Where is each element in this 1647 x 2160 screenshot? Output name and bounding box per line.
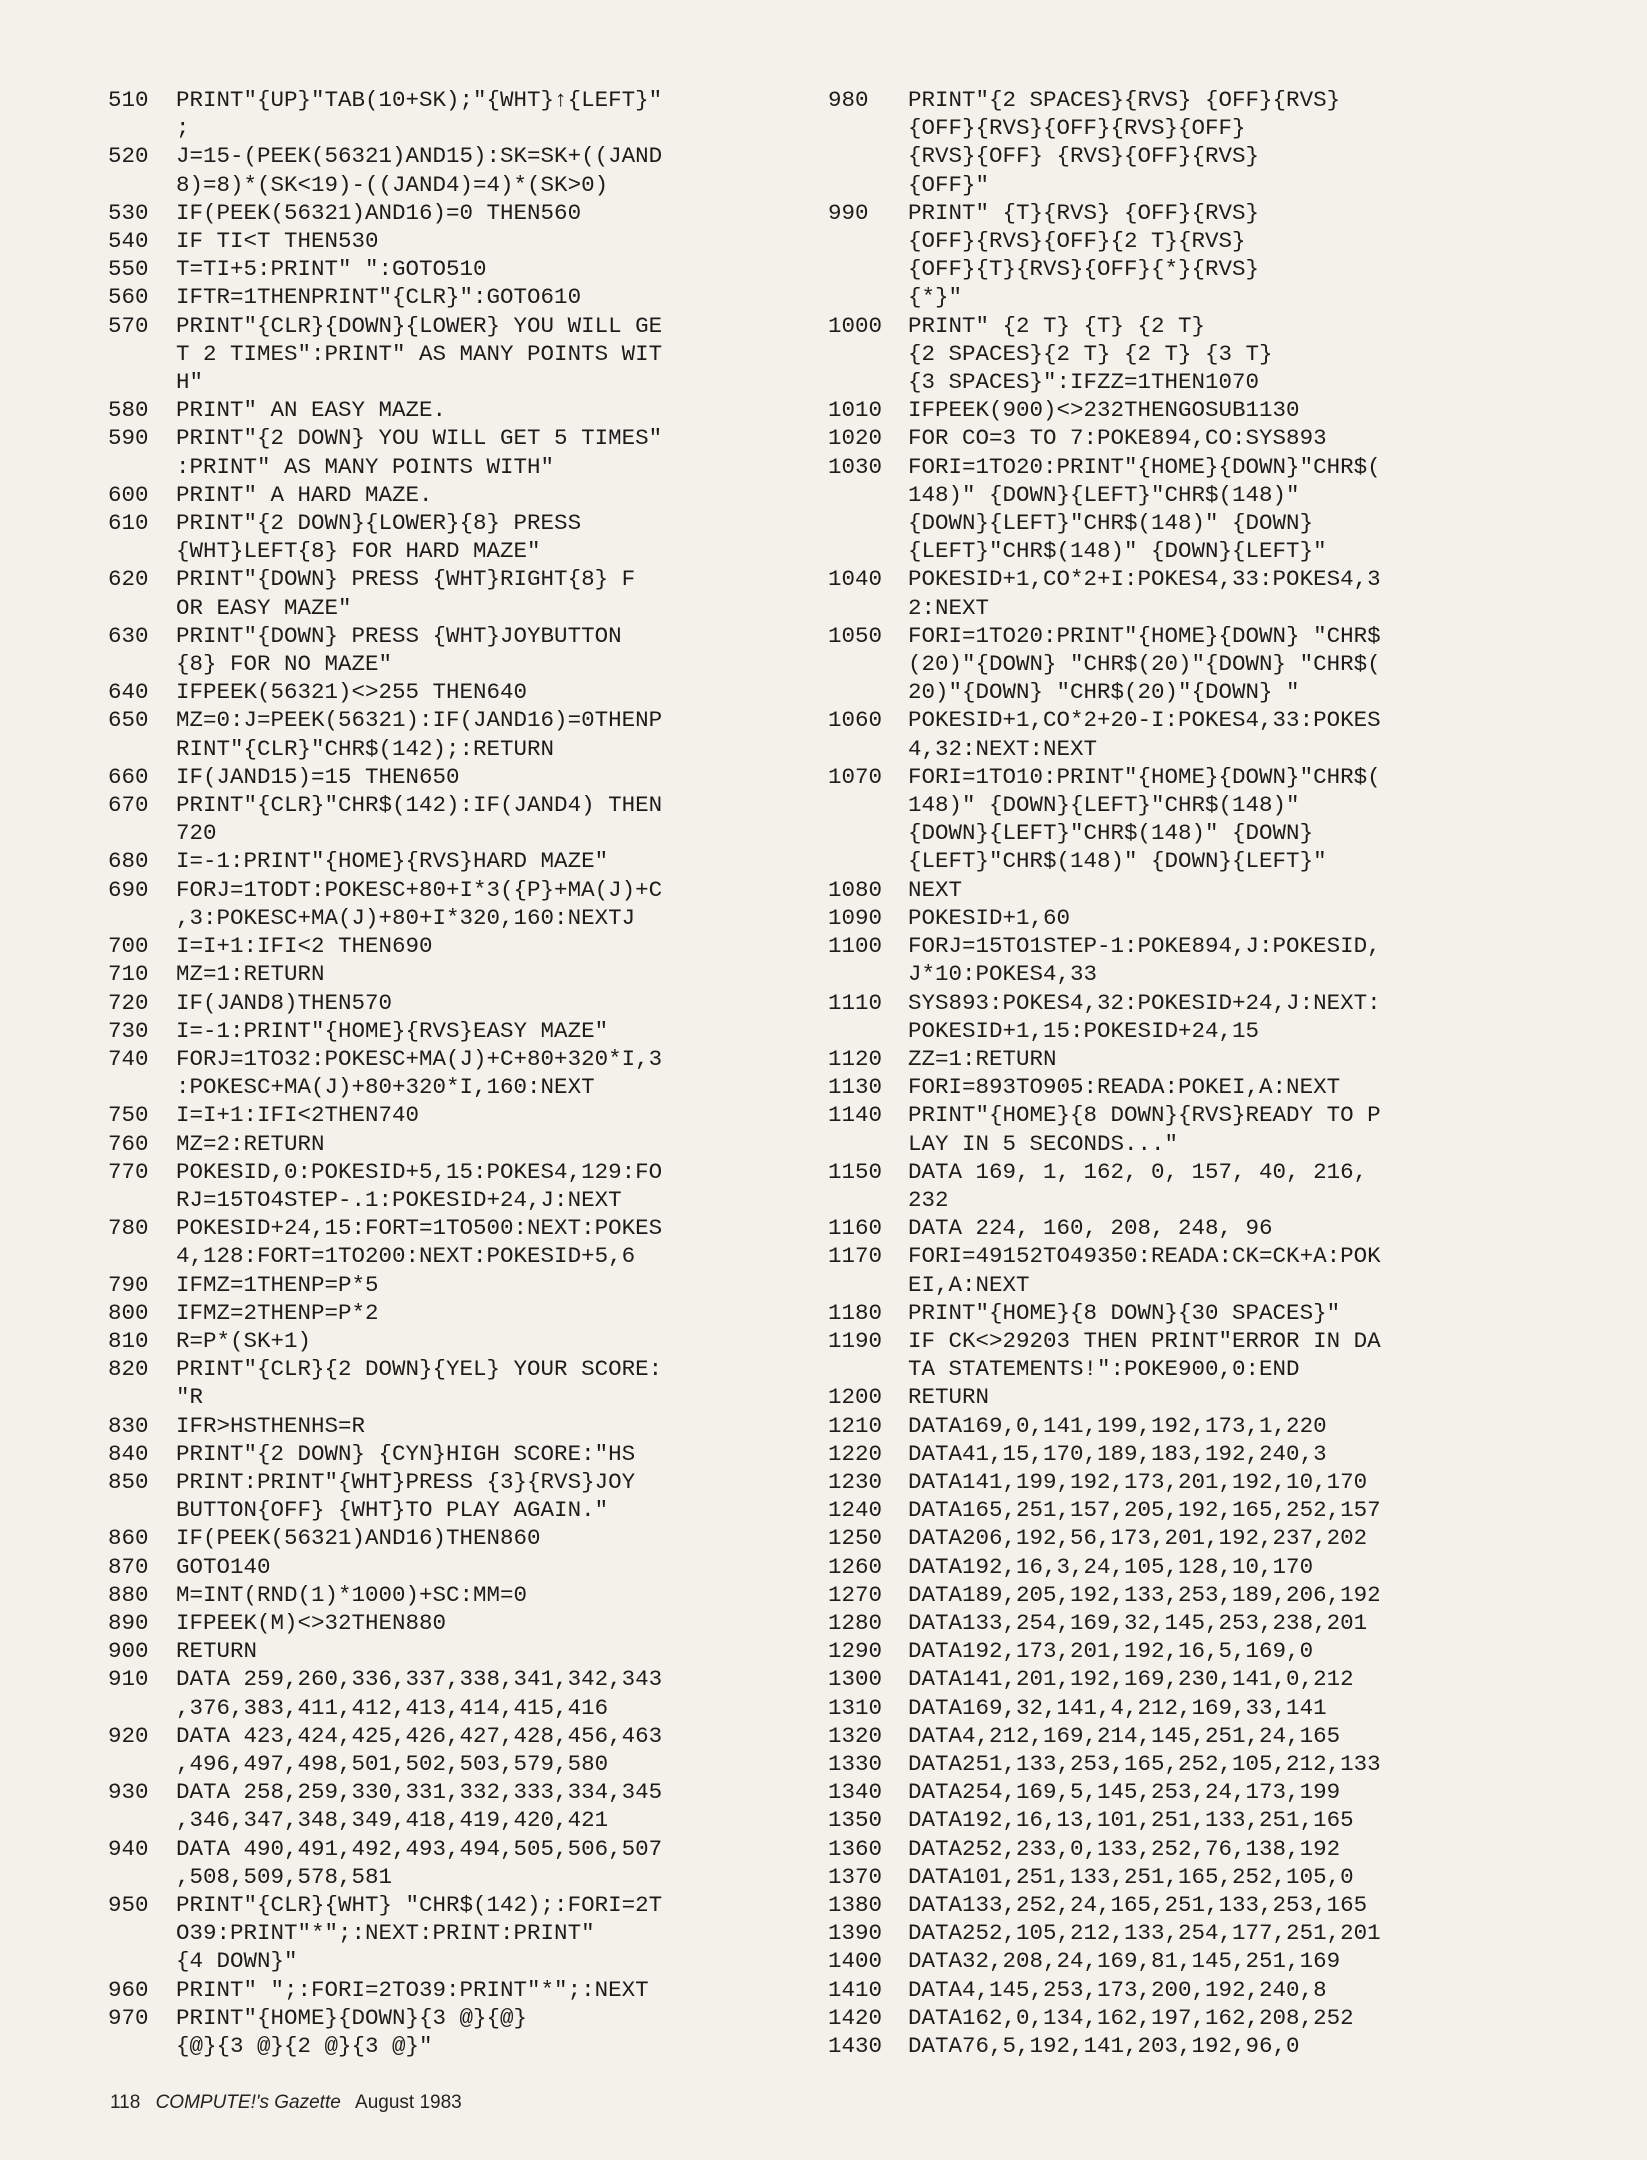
line-number: 1130 bbox=[828, 1074, 883, 1101]
code-line bbox=[108, 424, 798, 480]
line-code: MZ=0:J=PEEK(56321):IF(JAND16)=0THENP RINT"{CLR}"CHR$(142);:RETURN bbox=[176, 707, 663, 762]
line-code: I=I+1:IFI<2 THEN690 bbox=[176, 933, 433, 960]
line-code: PRINT" AN EASY MAZE. bbox=[176, 397, 447, 424]
line-number: 830 bbox=[108, 1412, 149, 1439]
line-number: 860 bbox=[108, 1525, 149, 1552]
line-code: IFMZ=2THENP=P*2 bbox=[176, 1299, 379, 1326]
code-line bbox=[108, 509, 798, 565]
code-line bbox=[108, 1722, 798, 1778]
line-code: DATA 423,424,425,426,427,428,456,463 ,496,497,498,501,502,503,579,580 bbox=[176, 1722, 663, 1777]
code-line bbox=[108, 1158, 798, 1214]
code-line bbox=[108, 396, 798, 424]
code-line bbox=[108, 1130, 798, 1158]
code-line bbox=[828, 1299, 1608, 1327]
code-line bbox=[108, 1271, 798, 1299]
code-line bbox=[108, 791, 798, 847]
line-code: POKESID+24,15:FORT=1TO500:NEXT:POKES 4,128:FORT=1TO200:NEXT:POKESID+5,6 bbox=[176, 1215, 663, 1270]
line-number: 800 bbox=[108, 1299, 149, 1326]
line-code: IFPEEK(56321)<>255 THEN640 bbox=[176, 679, 528, 706]
line-code: PRINT" {T}{RVS} {OFF}{RVS} {OFF}{RVS}{OFF}{2 T}{RVS} {OFF}{T}{RVS}{OFF}{*}{RVS} {*}" bbox=[908, 199, 1260, 311]
line-code: PRINT:PRINT"{WHT}PRESS {3}{RVS}JOY BUTTON{OFF} {WHT}TO PLAY AGAIN." bbox=[176, 1468, 636, 1524]
line-code: I=I+1:IFI<2THEN740 bbox=[176, 1102, 420, 1129]
line-number: 890 bbox=[108, 1609, 149, 1636]
line-code: R=P*(SK+1) bbox=[176, 1327, 312, 1354]
line-code: FORI=1TO20:PRINT"{HOME}{DOWN} "CHR$ (20)"{DOWN} "CHR$(20)"{DOWN} "CHR$( 20)"{DOWN} "CHR$(20)"{DOWN} " bbox=[908, 622, 1381, 706]
line-code: DATA192,16,3,24,105,128,10,170 bbox=[908, 1553, 1314, 1580]
line-number: 1310 bbox=[828, 1694, 883, 1721]
listing-column-right bbox=[828, 86, 1608, 2060]
code-line bbox=[828, 1806, 1608, 1834]
line-number: 580 bbox=[108, 397, 149, 424]
code-line bbox=[108, 199, 798, 227]
line-number: 870 bbox=[108, 1553, 149, 1580]
line-number: 550 bbox=[108, 256, 149, 283]
line-code: DATA252,105,212,133,254,177,251,201 bbox=[908, 1920, 1381, 1947]
line-code: DATA133,254,169,32,145,253,238,201 bbox=[908, 1609, 1368, 1636]
code-line bbox=[108, 1468, 798, 1524]
code-line bbox=[828, 565, 1608, 621]
code-line bbox=[828, 1947, 1608, 1975]
line-code: FORI=49152TO49350:READA:CK=CK+A:POK EI,A:NEXT bbox=[908, 1243, 1381, 1298]
line-number: 960 bbox=[108, 1976, 149, 2003]
line-number: 1390 bbox=[828, 1920, 883, 1947]
code-line bbox=[828, 1750, 1608, 1778]
line-code: I=-1:PRINT"{HOME}{RVS}HARD MAZE" bbox=[176, 848, 609, 875]
line-code: DATA 259,260,336,337,338,341,342,343 ,376,383,411,412,413,414,415,416 bbox=[176, 1666, 663, 1721]
line-number: 1410 bbox=[828, 1976, 883, 2003]
line-code: IFMZ=1THENP=P*5 bbox=[176, 1271, 379, 1298]
code-line bbox=[108, 1017, 798, 1045]
code-line bbox=[108, 989, 798, 1017]
line-number: 910 bbox=[108, 1666, 149, 1693]
line-code: IFPEEK(M)<>32THEN880 bbox=[176, 1609, 447, 1636]
line-code: I=-1:PRINT"{HOME}{RVS}EASY MAZE" bbox=[176, 1017, 609, 1044]
line-number: 1300 bbox=[828, 1666, 883, 1693]
line-number: 1420 bbox=[828, 2004, 883, 2031]
line-number: 540 bbox=[108, 228, 149, 255]
code-line bbox=[828, 1158, 1608, 1214]
line-number: 1400 bbox=[828, 1948, 883, 1975]
code-line bbox=[828, 1581, 1608, 1609]
line-number: 1220 bbox=[828, 1440, 883, 1467]
line-code: IF(JAND15)=15 THEN650 bbox=[176, 763, 460, 790]
line-number: 1180 bbox=[828, 1299, 883, 1326]
line-code: PRINT"{DOWN} PRESS {WHT}JOYBUTTON {8} FOR NO MAZE" bbox=[176, 622, 622, 678]
code-line bbox=[108, 283, 798, 311]
code-line bbox=[108, 678, 798, 706]
line-number: 850 bbox=[108, 1468, 149, 1495]
code-line bbox=[108, 1355, 798, 1411]
line-code: IFR>HSTHENHS=R bbox=[176, 1412, 366, 1439]
line-code: DATA 169, 1, 162, 0, 157, 40, 216, 232 bbox=[908, 1158, 1368, 1213]
code-line bbox=[828, 1976, 1608, 2004]
line-code: DATA162,0,134,162,197,162,208,252 bbox=[908, 2004, 1354, 2031]
line-code: DATA251,133,253,165,252,105,212,133 bbox=[908, 1750, 1381, 1777]
line-number: 1080 bbox=[828, 876, 883, 903]
line-number: 1090 bbox=[828, 904, 883, 931]
line-code: NEXT bbox=[908, 876, 963, 903]
line-number: 1110 bbox=[828, 989, 883, 1016]
line-code: PRINT"{HOME}{DOWN}{3 @}{@} {@}{3 @}{2 @}{3 @}" bbox=[176, 2004, 528, 2060]
code-line bbox=[108, 1214, 798, 1270]
code-line bbox=[828, 622, 1608, 707]
line-code: PRINT"{2 DOWN} YOU WILL GET 5 TIMES" :PRINT" AS MANY POINTS WITH" bbox=[176, 425, 663, 480]
line-number: 630 bbox=[108, 622, 149, 649]
issue-date: August 1983 bbox=[355, 2092, 462, 2113]
line-code: DATA41,15,170,189,183,192,240,3 bbox=[908, 1440, 1327, 1467]
code-line bbox=[828, 1101, 1608, 1157]
code-line bbox=[828, 1609, 1608, 1637]
line-number: 660 bbox=[108, 763, 149, 790]
line-number: 620 bbox=[108, 566, 149, 593]
code-line bbox=[108, 1412, 798, 1440]
line-code: DATA 490,491,492,493,494,505,506,507 ,508,509,578,581 bbox=[176, 1835, 663, 1890]
code-line bbox=[828, 904, 1608, 932]
code-line bbox=[108, 1835, 798, 1891]
line-code: DATA169,32,141,4,212,169,33,141 bbox=[908, 1694, 1327, 1721]
line-number: 740 bbox=[108, 1045, 149, 1072]
line-code: POKESID+1,CO*2+I:POKES4,33:POKES4,3 2:NEXT bbox=[908, 566, 1381, 621]
code-line bbox=[828, 1665, 1608, 1693]
page-footer bbox=[110, 2092, 462, 2114]
line-number: 1380 bbox=[828, 1892, 883, 1918]
line-code: J=15-(PEEK(56321)AND15):SK=SK+((JAND 8)=8)*(SK<19)-((JAND4)=4)*(SK>0) bbox=[176, 143, 663, 198]
line-code: M=INT(RND(1)*1000)+SC:MM=0 bbox=[176, 1581, 528, 1608]
code-line bbox=[828, 1242, 1608, 1298]
line-number: 1170 bbox=[828, 1243, 883, 1270]
code-line bbox=[108, 960, 798, 988]
line-code: DATA254,169,5,145,253,24,173,199 bbox=[908, 1779, 1341, 1806]
code-line bbox=[108, 876, 798, 932]
code-line bbox=[828, 453, 1608, 566]
line-code: FOR CO=3 TO 7:POKE894,CO:SYS893 bbox=[908, 425, 1327, 452]
code-line bbox=[828, 1440, 1608, 1468]
line-number: 670 bbox=[108, 792, 149, 819]
line-code: DATA 224, 160, 208, 248, 96 bbox=[908, 1215, 1273, 1242]
line-number: 1120 bbox=[828, 1045, 883, 1072]
code-line bbox=[108, 481, 798, 509]
line-code: PRINT"{CLR}{WHT} "CHR$(142);:FORI=2T O39:PRINT"*";:NEXT:PRINT:PRINT" {4 DOWN}" bbox=[176, 1892, 663, 1975]
line-code: FORI=1TO10:PRINT"{HOME}{DOWN}"CHR$( 148)" {DOWN}{LEFT}"CHR$(148)" {DOWN}{LEFT}"CHR$(148)" {DOWN} {LEFT}"CHR$(148)" {DOWN}{LEFT}" bbox=[908, 763, 1381, 875]
line-number: 1370 bbox=[828, 1863, 883, 1890]
code-line bbox=[108, 763, 798, 791]
code-line bbox=[828, 1835, 1608, 1863]
line-code: DATA206,192,56,173,201,192,237,202 bbox=[908, 1525, 1368, 1552]
line-code: PRINT"{2 DOWN} {CYN}HIGH SCORE:"HS bbox=[176, 1440, 636, 1467]
line-code: FORJ=15TO1STEP-1:POKE894,J:POKESID, J*10:POKES4,33 bbox=[908, 933, 1381, 988]
listing-column-left bbox=[108, 86, 798, 2060]
line-number: 1010 bbox=[828, 397, 883, 424]
line-number: 950 bbox=[108, 1892, 149, 1918]
line-number: 720 bbox=[108, 989, 149, 1016]
code-line bbox=[108, 565, 798, 621]
line-code: PRINT"{2 SPACES}{RVS} {OFF}{RVS} {OFF}{RVS}{OFF}{RVS}{OFF} {RVS}{OFF} {RVS}{OFF}{RVS} {OFF}" bbox=[908, 87, 1341, 198]
line-number: 1070 bbox=[828, 763, 883, 790]
line-number: 610 bbox=[108, 510, 149, 537]
line-number: 1270 bbox=[828, 1581, 883, 1608]
line-code: DATA192,173,201,192,16,5,169,0 bbox=[908, 1638, 1314, 1665]
code-line bbox=[828, 1778, 1608, 1806]
line-code: FORI=1TO20:PRINT"{HOME}{DOWN}"CHR$( 148)" {DOWN}{LEFT}"CHR$(148)" {DOWN}{LEFT}"CHR$(148)" {DOWN} {LEFT}"CHR$(148)" {DOWN}{LEFT}" bbox=[908, 453, 1381, 565]
line-number: 750 bbox=[108, 1102, 149, 1129]
line-number: 820 bbox=[108, 1356, 149, 1383]
code-line bbox=[828, 1073, 1608, 1101]
line-number: 530 bbox=[108, 199, 149, 226]
code-line bbox=[108, 932, 798, 960]
line-code: GOTO140 bbox=[176, 1553, 271, 1580]
magazine-title: COMPUTE!'s Gazette bbox=[155, 2092, 341, 2113]
code-line bbox=[828, 199, 1608, 312]
line-number: 840 bbox=[108, 1440, 149, 1467]
line-number: 1230 bbox=[828, 1468, 883, 1495]
line-number: 520 bbox=[108, 143, 149, 170]
line-code: PRINT"{HOME}{8 DOWN}{RVS}READY TO P LAY IN 5 SECONDS..." bbox=[908, 1102, 1381, 1157]
line-number: 1000 bbox=[828, 312, 883, 339]
code-line bbox=[828, 1327, 1608, 1383]
code-line bbox=[828, 424, 1608, 452]
line-code: DATA169,0,141,199,192,173,1,220 bbox=[908, 1412, 1327, 1439]
line-code: MZ=1:RETURN bbox=[176, 961, 325, 988]
line-code: DATA189,205,192,133,253,189,206,192 bbox=[908, 1581, 1381, 1608]
line-code: PRINT"{DOWN} PRESS {WHT}RIGHT{8} F OR EASY MAZE" bbox=[176, 566, 636, 621]
code-line bbox=[828, 1553, 1608, 1581]
line-code: DATA 258,259,330,331,332,333,334,345 ,346,347,348,349,418,419,420,421 bbox=[176, 1779, 663, 1834]
line-code: DATA4,145,253,173,200,192,240,8 bbox=[908, 1976, 1327, 2003]
code-line bbox=[828, 1214, 1608, 1242]
line-code: ZZ=1:RETURN bbox=[908, 1045, 1057, 1072]
line-number: 680 bbox=[108, 848, 149, 875]
line-number: 560 bbox=[108, 284, 149, 311]
line-number: 1140 bbox=[828, 1102, 883, 1129]
line-number: 1150 bbox=[828, 1158, 883, 1185]
code-line bbox=[108, 847, 798, 875]
code-line bbox=[108, 1553, 798, 1581]
line-code: IF CK<>29203 THEN PRINT"ERROR IN DA TA STATEMENTS!":POKE900,0:END bbox=[908, 1327, 1381, 1383]
line-code: MZ=2:RETURN bbox=[176, 1130, 325, 1157]
line-number: 1320 bbox=[828, 1722, 883, 1749]
line-number: 1290 bbox=[828, 1638, 883, 1665]
line-number: 920 bbox=[108, 1722, 149, 1749]
code-line bbox=[828, 1891, 1608, 1919]
line-number: 700 bbox=[108, 933, 149, 960]
line-code: T=TI+5:PRINT" ":GOTO510 bbox=[176, 256, 487, 283]
line-number: 1030 bbox=[828, 453, 883, 480]
line-number: 1200 bbox=[828, 1384, 883, 1411]
line-number: 1050 bbox=[828, 622, 883, 649]
code-line bbox=[108, 1665, 798, 1721]
line-code: SYS893:POKES4,32:POKESID+24,J:NEXT: POKESID+1,15:POKESID+24,15 bbox=[908, 989, 1381, 1044]
line-code: DATA76,5,192,141,203,192,96,0 bbox=[908, 2033, 1300, 2060]
code-line bbox=[108, 1299, 798, 1327]
code-line bbox=[828, 2004, 1608, 2032]
line-code: PRINT"{HOME}{8 DOWN}{30 SPACES}" bbox=[908, 1299, 1341, 1326]
line-number: 1250 bbox=[828, 1525, 883, 1552]
code-line bbox=[108, 1524, 798, 1552]
code-line bbox=[108, 1581, 798, 1609]
line-number: 780 bbox=[108, 1215, 149, 1242]
line-number: 1360 bbox=[828, 1835, 883, 1862]
code-line bbox=[108, 86, 798, 142]
line-number: 930 bbox=[108, 1779, 149, 1806]
line-number: 730 bbox=[108, 1017, 149, 1044]
line-number: 1040 bbox=[828, 566, 883, 593]
code-line bbox=[828, 876, 1608, 904]
code-line bbox=[828, 86, 1608, 199]
code-line bbox=[108, 1440, 798, 1468]
code-line bbox=[828, 1722, 1608, 1750]
code-line bbox=[828, 932, 1608, 988]
code-line bbox=[108, 1637, 798, 1665]
line-number: 510 bbox=[108, 87, 149, 113]
code-line bbox=[828, 706, 1608, 762]
line-code: DATA192,16,13,101,251,133,251,165 bbox=[908, 1807, 1354, 1834]
line-number: 650 bbox=[108, 707, 149, 734]
line-code: DATA141,201,192,169,230,141,0,212 bbox=[908, 1666, 1354, 1693]
line-code: PRINT"{CLR}{DOWN}{LOWER} YOU WILL GE T 2 TIMES":PRINT" AS MANY POINTS WIT H" bbox=[176, 312, 663, 396]
line-number: 980 bbox=[828, 87, 869, 113]
line-code: IF(PEEK(56321)AND16)=0 THEN560 bbox=[176, 199, 582, 226]
line-code: FORI=893TO905:READA:POKEI,A:NEXT bbox=[908, 1074, 1341, 1101]
line-number: 690 bbox=[108, 876, 149, 903]
code-line bbox=[828, 989, 1608, 1045]
code-line bbox=[108, 2004, 798, 2060]
line-number: 1330 bbox=[828, 1750, 883, 1777]
code-line bbox=[828, 396, 1608, 424]
code-line bbox=[108, 227, 798, 255]
code-line bbox=[828, 1496, 1608, 1524]
line-code: DATA252,233,0,133,252,76,138,192 bbox=[908, 1835, 1341, 1862]
line-number: 1260 bbox=[828, 1553, 883, 1580]
line-code: POKESID+1,60 bbox=[908, 904, 1071, 931]
code-line bbox=[828, 1524, 1608, 1552]
code-line bbox=[828, 1412, 1608, 1440]
code-line bbox=[108, 1327, 798, 1355]
code-line bbox=[828, 312, 1608, 397]
line-number: 1100 bbox=[828, 933, 883, 960]
line-number: 810 bbox=[108, 1327, 149, 1354]
line-number: 770 bbox=[108, 1158, 149, 1185]
line-number: 760 bbox=[108, 1130, 149, 1157]
line-code: PRINT"{CLR}{2 DOWN}{YEL} YOUR SCORE: "R bbox=[176, 1356, 663, 1411]
code-line bbox=[108, 312, 798, 397]
line-code: IF TI<T THEN530 bbox=[176, 228, 379, 255]
line-number: 1020 bbox=[828, 425, 883, 452]
line-number: 1190 bbox=[828, 1327, 883, 1354]
code-line bbox=[828, 1637, 1608, 1665]
line-code: PRINT" A HARD MAZE. bbox=[176, 481, 433, 508]
line-number: 1060 bbox=[828, 707, 883, 734]
line-number: 640 bbox=[108, 679, 149, 706]
line-number: 1430 bbox=[828, 2033, 883, 2060]
line-number: 590 bbox=[108, 425, 149, 452]
line-number: 990 bbox=[828, 199, 869, 226]
line-code: IFTR=1THENPRINT"{CLR}":GOTO610 bbox=[176, 284, 582, 311]
line-code: RETURN bbox=[908, 1384, 990, 1411]
line-number: 1280 bbox=[828, 1609, 883, 1636]
code-line bbox=[108, 255, 798, 283]
line-code: RETURN bbox=[176, 1638, 258, 1665]
line-code: PRINT"{CLR}"CHR$(142):IF(JAND4) THEN 720 bbox=[176, 792, 663, 847]
code-line bbox=[828, 1863, 1608, 1891]
line-code: FORJ=1TODT:POKESC+80+I*3({P}+MA(J)+C ,3:POKESC+MA(J)+80+I*320,160:NEXTJ bbox=[176, 876, 663, 931]
line-number: 900 bbox=[108, 1638, 149, 1665]
code-line bbox=[828, 2032, 1608, 2060]
code-line bbox=[108, 1045, 798, 1101]
line-code: DATA101,251,133,251,165,252,105,0 bbox=[908, 1863, 1354, 1890]
line-code: IF(JAND8)THEN570 bbox=[176, 989, 393, 1016]
line-number: 1340 bbox=[828, 1779, 883, 1806]
line-number: 600 bbox=[108, 481, 149, 508]
line-code: PRINT" ";:FORI=2TO39:PRINT"*";:NEXT bbox=[176, 1976, 649, 2003]
line-code: FORJ=1TO32:POKESC+MA(J)+C+80+320*I,3 :POKESC+MA(J)+80+320*I,160:NEXT bbox=[176, 1045, 663, 1101]
code-line bbox=[108, 706, 798, 762]
code-line bbox=[828, 763, 1608, 876]
line-number: 1350 bbox=[828, 1807, 883, 1834]
line-number: 880 bbox=[108, 1581, 149, 1608]
code-line bbox=[108, 1891, 798, 1976]
line-code: POKESID+1,CO*2+20-I:POKES4,33:POKES 4,32:NEXT:NEXT bbox=[908, 707, 1381, 762]
code-line bbox=[108, 1609, 798, 1637]
page-number: 118 bbox=[110, 2092, 141, 2113]
code-line bbox=[828, 1468, 1608, 1496]
line-number: 570 bbox=[108, 312, 149, 339]
line-number: 1240 bbox=[828, 1497, 883, 1524]
code-line bbox=[828, 1383, 1608, 1411]
line-number: 1210 bbox=[828, 1412, 883, 1439]
line-code: PRINT"{2 DOWN}{LOWER}{8} PRESS {WHT}LEFT{8} FOR HARD MAZE" bbox=[176, 510, 582, 565]
line-number: 940 bbox=[108, 1835, 149, 1862]
code-line bbox=[108, 622, 798, 678]
line-code: IFPEEK(900)<>232THENGOSUB1130 bbox=[908, 397, 1300, 424]
line-code: POKESID,0:POKESID+5,15:POKES4,129:FO RJ=15TO4STEP-.1:POKESID+24,J:NEXT bbox=[176, 1158, 663, 1213]
code-line bbox=[828, 1694, 1608, 1722]
line-code: DATA4,212,169,214,145,251,24,165 bbox=[908, 1722, 1341, 1749]
line-number: 710 bbox=[108, 961, 149, 988]
code-line bbox=[828, 1919, 1608, 1947]
line-number: 970 bbox=[108, 2004, 149, 2031]
code-line bbox=[108, 142, 798, 198]
code-line bbox=[108, 1976, 798, 2004]
code-line bbox=[828, 1045, 1608, 1073]
line-code: IF(PEEK(56321)AND16)THEN860 bbox=[176, 1525, 541, 1552]
line-number: 790 bbox=[108, 1271, 149, 1298]
code-line bbox=[108, 1778, 798, 1834]
line-number: 1160 bbox=[828, 1215, 883, 1242]
line-code: DATA165,251,157,205,192,165,252,157 bbox=[908, 1497, 1381, 1524]
code-line bbox=[108, 1101, 798, 1129]
line-code: PRINT"{UP}"TAB(10+SK);"{WHT}↑{LEFT}" ; bbox=[176, 87, 663, 142]
line-code: PRINT" {2 T} {T} {2 T} {2 SPACES}{2 T} {2 T} {3 T} {3 SPACES}":IFZZ=1THEN1070 bbox=[908, 312, 1273, 396]
line-code: DATA141,199,192,173,201,192,10,170 bbox=[908, 1468, 1368, 1495]
line-code: DATA133,252,24,165,251,133,253,165 bbox=[908, 1892, 1368, 1918]
line-code: DATA32,208,24,169,81,145,251,169 bbox=[908, 1948, 1341, 1975]
